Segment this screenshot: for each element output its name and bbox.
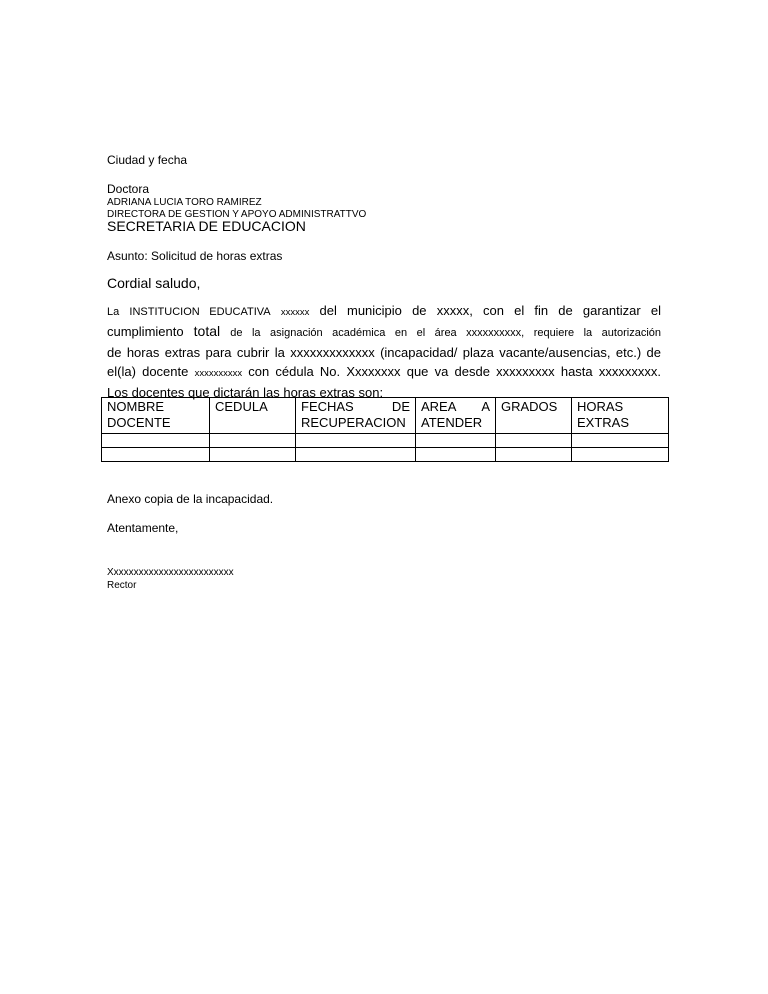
table-row [102, 448, 669, 462]
body-line-3: de horas extras para cubrir la xxxxxxxxxxxxx (incapacidad/ plaza vacante/ausencias, etc.) de [107, 345, 661, 360]
body-l1b: INSTITUCION EDUCATIVA [129, 306, 271, 318]
overtime-table [101, 397, 669, 462]
header-cedula: CEDULA [210, 398, 296, 434]
recipient-role: DIRECTORA DE GESTION Y APOYO ADMINISTRATTVO [107, 209, 367, 220]
table-cell[interactable] [572, 434, 669, 448]
table-row [102, 434, 669, 448]
body-l4a: el(la) docente [107, 364, 189, 379]
body-l2c: de la asignación académica en el área xxxxxxxxxx, requiere la autorización [230, 327, 661, 339]
closing: Atentamente, [107, 521, 179, 535]
body-line-5: Los docentes que dictarán las horas extras son: [107, 385, 384, 400]
signer-name: Xxxxxxxxxxxxxxxxxxxxxxxxx [107, 567, 234, 578]
table-cell[interactable] [296, 448, 416, 462]
subject-line: Asunto: Solicitud de horas extras [107, 249, 283, 263]
header-fechas-recuperacion: FECHAS DE RECUPERACION [296, 398, 416, 434]
table-cell[interactable] [496, 448, 572, 462]
body-line-2 [107, 322, 661, 343]
table-cell[interactable] [496, 434, 572, 448]
city-date: Ciudad y fecha [107, 153, 188, 167]
table-cell[interactable] [296, 434, 416, 448]
greeting: Cordial saludo, [107, 275, 201, 291]
body-l4c: con cédula No. [248, 364, 341, 379]
header-grados: GRADOS [496, 398, 572, 434]
body-l2a: cumplimiento [107, 324, 184, 339]
recipient-name: ADRIANA LUCIA TORO RAMIREZ [107, 197, 262, 208]
table-header-row [102, 398, 669, 434]
header-horas-extras: HORAS EXTRAS [572, 398, 669, 434]
table-cell[interactable] [210, 434, 296, 448]
table-cell[interactable] [102, 448, 210, 462]
table-cell[interactable] [572, 448, 669, 462]
body-line-1 [107, 301, 661, 322]
signer-role: Rector [107, 580, 137, 591]
body-l1d: del municipio de xxxxx, con el fin de garantizar el [319, 303, 661, 318]
header-area-atender: AREA A ATENDER [416, 398, 496, 434]
body-l1c: xxxxxx [280, 307, 310, 318]
header-nombre-docente: NOMBRE DOCENTE [102, 398, 210, 434]
body-l4d: Xxxxxxxx que va desde xxxxxxxxx hasta xxxxxxxxx. [346, 364, 661, 379]
body-l1a: La [107, 306, 120, 318]
body-l4b: xxxxxxxxxx [194, 368, 243, 379]
table-cell[interactable] [210, 448, 296, 462]
annex-note: Anexo copia de la incapacidad. [107, 492, 274, 506]
table-cell[interactable] [102, 434, 210, 448]
recipient-org: SECRETARIA DE EDUCACION [107, 218, 306, 234]
table-cell[interactable] [416, 434, 496, 448]
salutation-title: Doctora [107, 182, 150, 196]
body-paragraph [107, 301, 661, 402]
table-cell[interactable] [416, 448, 496, 462]
body-l2b: total [193, 323, 221, 339]
body-line-4 [107, 362, 661, 383]
